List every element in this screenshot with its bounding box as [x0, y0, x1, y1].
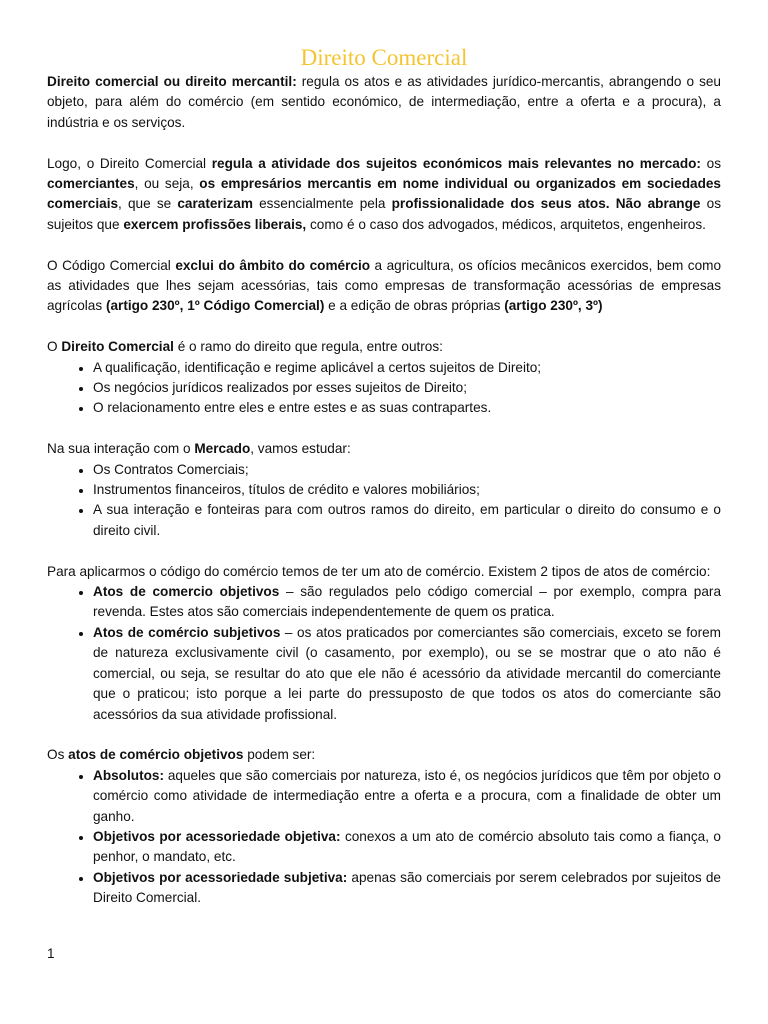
bold-term: Mercado: [194, 441, 251, 457]
bullet-list-act-types: [47, 582, 721, 725]
text-run: , vamos estudar:: [250, 441, 351, 457]
bold-term: os empresários mercantis em nome individual ou organizados em sociedades comerciais: [47, 176, 721, 212]
bullet-list-objective-acts: [47, 766, 721, 909]
text-run: aqueles que são comerciais por natureza, isto é, os negócios jurídicos que têm por objeto o comércio como atividade de intermediação entre a oferta e a procura, com a finalidade de obter um ganho.: [93, 767, 721, 824]
bold-term: atos de comércio objetivos: [68, 747, 244, 763]
list-item: • Os negócios jurídicos realizados por esses sujeitos de Direito;: [93, 378, 721, 398]
bold-term: exercem profissões liberais,: [123, 216, 307, 232]
text-run: a agricultura, os ofícios mecânicos exercidos, bem como as atividades que lhes sejam acessórias, tais como empresas de transformação acessórias de empresas agrícolas: [47, 257, 722, 314]
bold-term: Atos de comércio subjetivos: [93, 624, 281, 640]
text-run: – os atos praticados por comerciantes são comerciais, exceto se forem de natureza exclusivamente civil (o casamento, por exemplo), ou se se mostrar que o ato não é comercial, ou seja, se resultar do ato que ele não é acessório da atividade mercantil do comerciante que o praticou; isto porque a lei parte do pressuposto de que todos os atos do comerciante são acessórios da sua atividade profissional.: [93, 624, 721, 722]
text-run: como é o caso dos advogados, médicos, arquitetos, engenheiros.: [306, 216, 706, 232]
paragraph-exclusions: [47, 256, 721, 317]
text-run: essencialmente pela: [252, 196, 392, 212]
list-item: [93, 582, 721, 623]
list-item: • A qualificação, identificação e regime aplicável a certos sujeitos de Direito;: [93, 358, 721, 378]
text-run: Na sua interação com o: [47, 441, 195, 457]
paragraph-objective-acts: [47, 745, 721, 765]
list-item: • Instrumentos financeiros, títulos de crédito e valores mobiliários;: [93, 480, 721, 500]
bold-term: Objetivos por acessoriedade subjetiva:: [93, 869, 348, 885]
list-item: [93, 766, 721, 827]
list-item: [93, 623, 721, 725]
text-run: regula os atos e as atividades jurídico-mercantis, abrangendo o seu objeto, para além do comércio (em sentido económico, de intermediação, entre a oferta e a procura), a indústria e os serviços.: [47, 74, 721, 130]
paragraph-regulates: [47, 337, 721, 357]
spacer: [47, 419, 721, 439]
text-run: , ou seja,: [134, 176, 200, 192]
list-item: [93, 868, 721, 909]
bold-term: Direito comercial ou direito mercantil:: [47, 74, 297, 89]
paragraph-scope: [47, 154, 721, 236]
spacer: [47, 725, 721, 745]
document-title: Direito Comercial: [300, 45, 468, 70]
paragraph-act-types: Para aplicarmos o código do comércio temos de ter um ato de comércio. Existem 2 tipos de atos de comércio:: [47, 563, 711, 579]
text-run: – são regulados pelo código comercial – por exemplo, compra para revenda. Estes atos são comerciais independentemente de quem os pratica.: [93, 584, 722, 620]
page-number: 1: [47, 946, 55, 961]
list-item: • O relacionamento entre eles e entre estes e as suas contrapartes.: [93, 398, 721, 418]
bullet-list-market: [47, 460, 721, 542]
paragraph-definition: [47, 72, 721, 133]
text-run: podem ser:: [243, 747, 316, 763]
bullet-list-regulates: [47, 358, 721, 419]
text-run: apenas são comerciais por serem celebrados por sujeitos de Direito Comercial.: [93, 869, 721, 906]
paragraph-market: [47, 439, 721, 459]
spacer: [47, 133, 721, 153]
list-item: [93, 827, 721, 868]
bold-term: (artigo 230º, 1º Código Comercial): [105, 298, 325, 314]
text-run: os: [700, 155, 721, 171]
bold-term: exclui do âmbito do comércio: [175, 257, 371, 273]
spacer: [47, 317, 721, 337]
bold-term: Absolutos:: [93, 767, 164, 783]
bold-term: Objetivos por acessoriedade objetiva:: [93, 828, 341, 844]
bold-term: profissionalidade dos seus atos.: [391, 196, 610, 212]
text-run: O Código Comercial: [47, 257, 176, 273]
bold-term: Não abrange: [615, 196, 701, 212]
text-run: é o ramo do direito que regula, entre outros:: [173, 339, 443, 355]
spacer: [47, 235, 721, 255]
bold-term: Atos de comercio objetivos: [93, 584, 280, 600]
bold-term: caraterizam: [177, 196, 253, 212]
text-run: , que se: [118, 196, 178, 212]
bold-term: Direito Comercial: [61, 339, 174, 355]
spacer: [47, 541, 721, 561]
bold-term: regula a atividade dos sujeitos económicos mais relevantes no mercado:: [211, 155, 701, 171]
text-run: Logo, o Direito Comercial: [47, 155, 212, 171]
text-run: e a edição de obras próprias: [324, 298, 505, 314]
text-run: os sujeitos que: [47, 196, 721, 232]
text-run: conexos a um ato de comércio absoluto tais como a fiança, o penhor, o mandato, etc.: [93, 828, 721, 865]
list-item: • A sua interação e fonteiras para com outros ramos do direito, em particular o direito do consumo e o direito civil.: [93, 500, 721, 541]
bold-term: (artigo 230º, 3º): [504, 298, 603, 314]
text-run: O: [47, 339, 62, 355]
text-run: Os: [47, 747, 69, 763]
bold-term: comerciantes: [47, 176, 135, 192]
list-item: • Os Contratos Comerciais;: [93, 460, 721, 480]
